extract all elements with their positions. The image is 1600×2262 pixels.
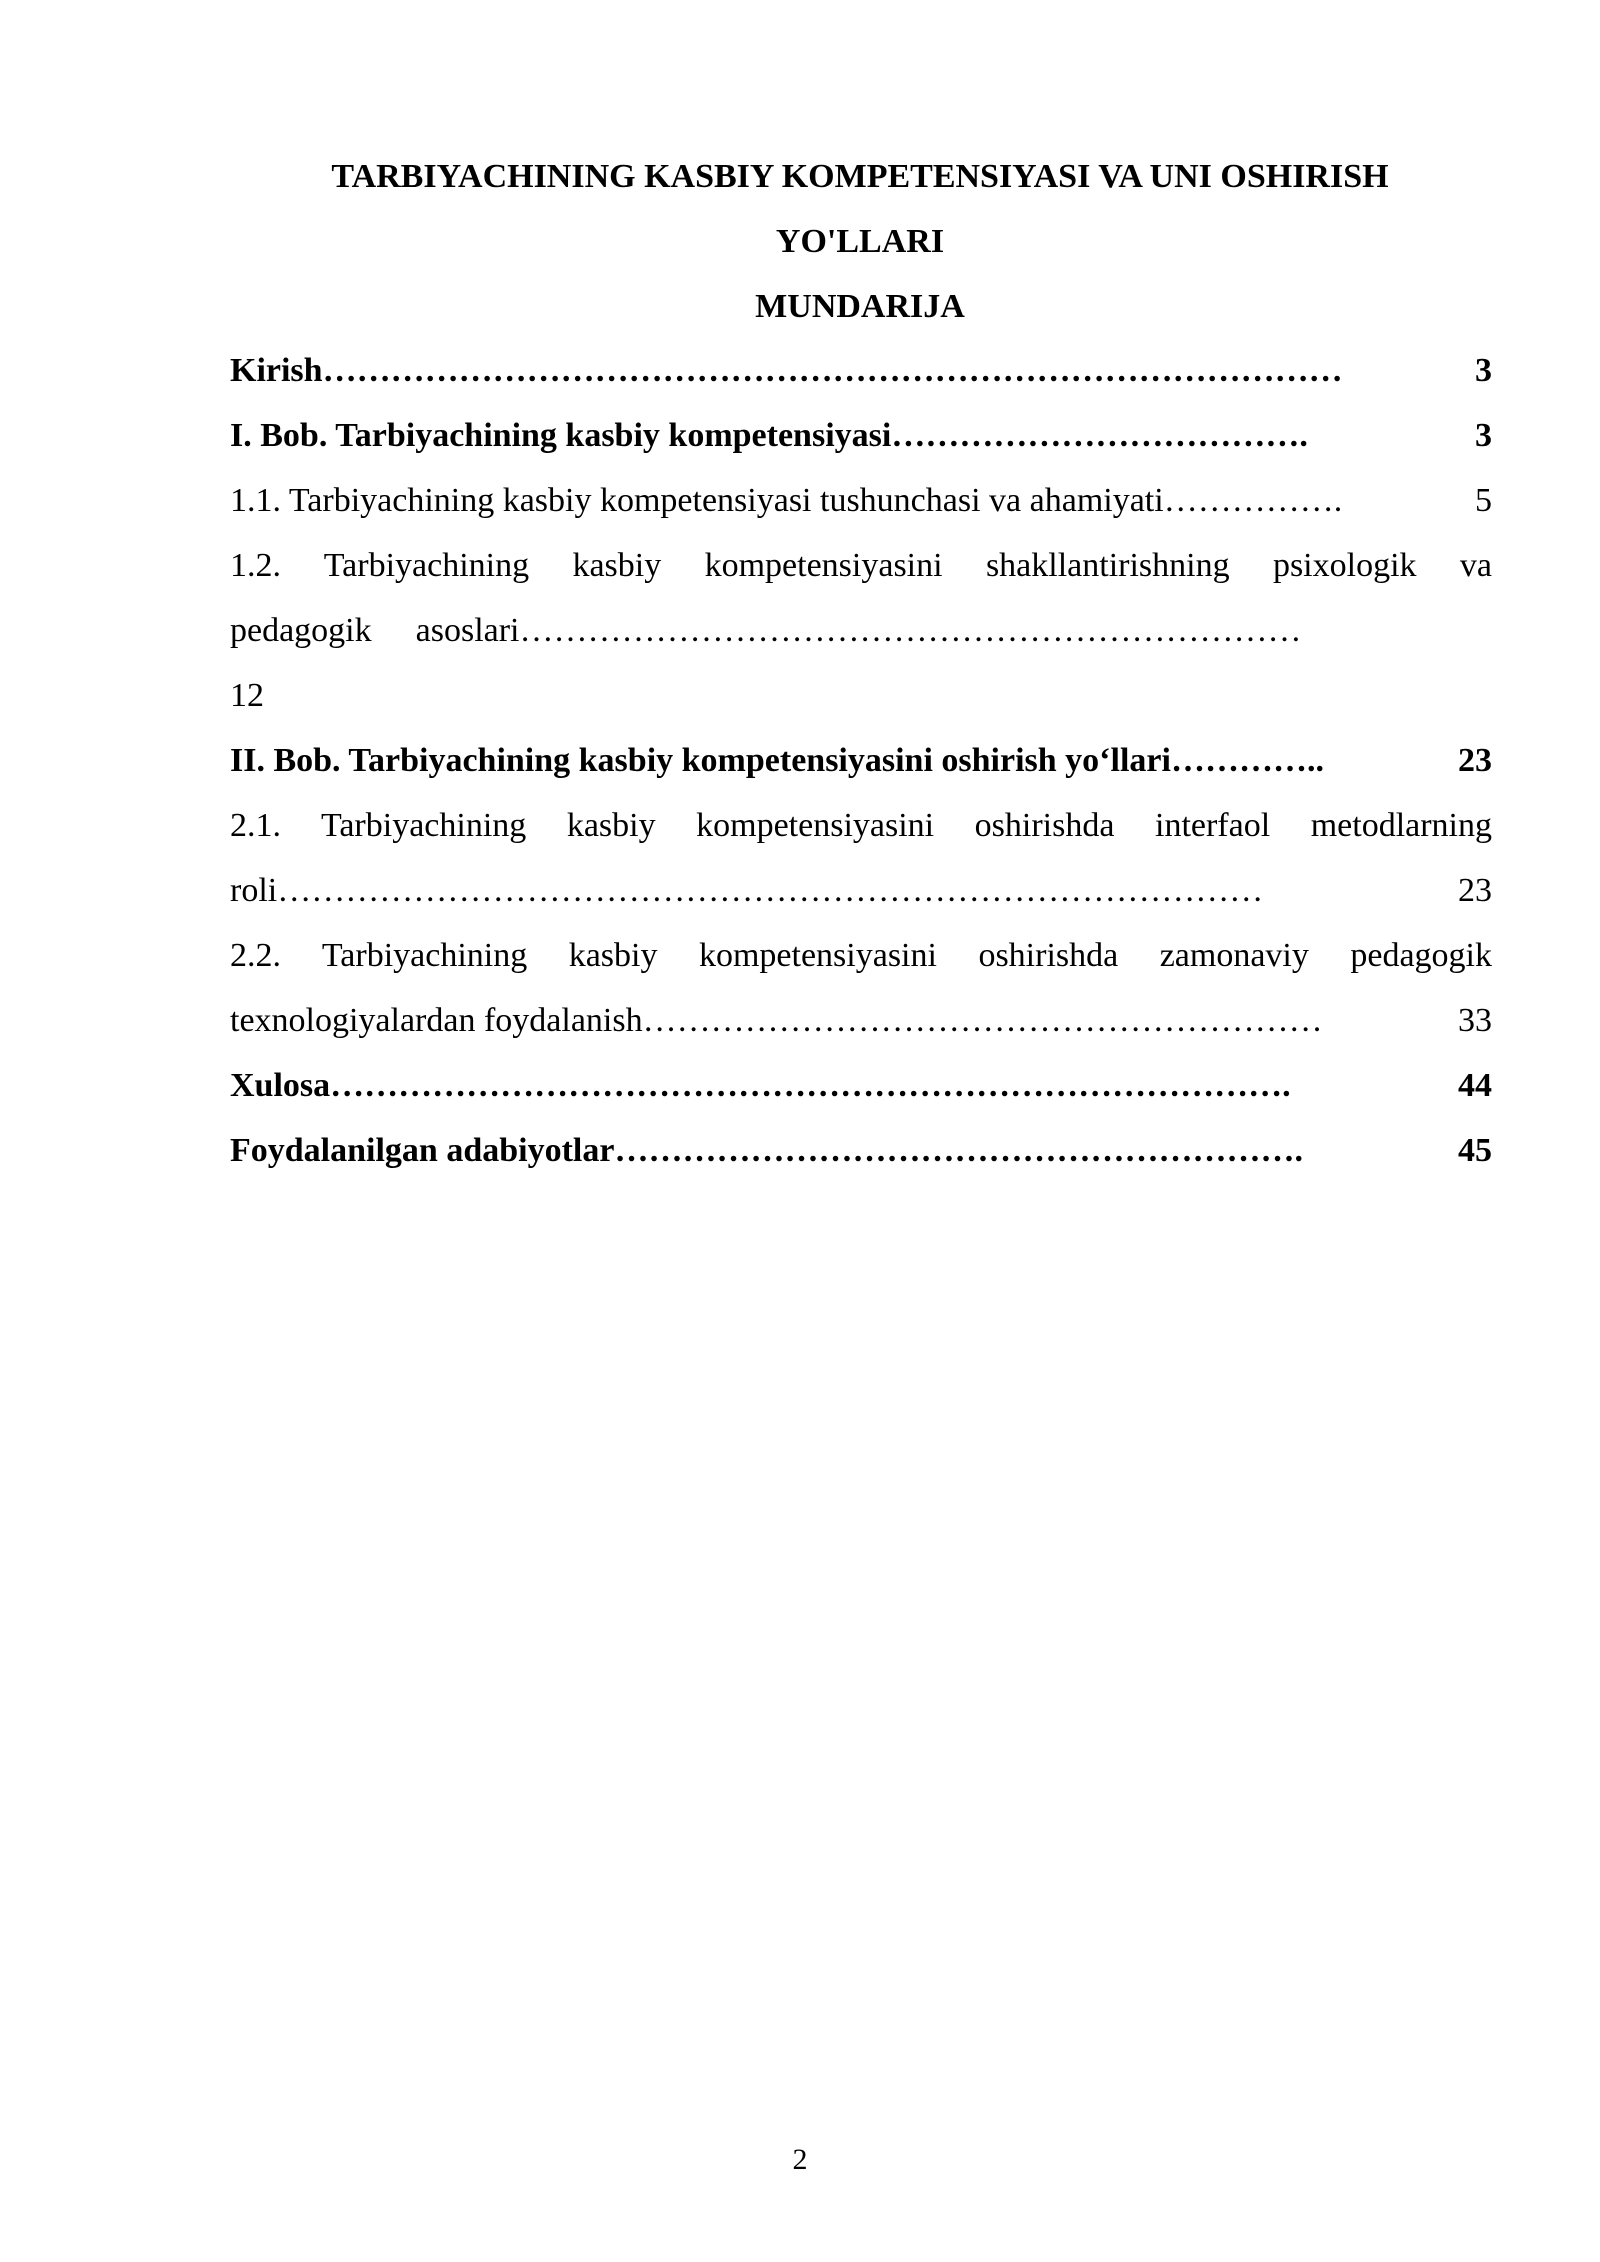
toc-entry-2-2-line-1: 2.2. Tarbiyachining kasbiy kompetensiyasini oshirishda zamonaviy pedagogik [230,937,1492,974]
toc-leader-dots: …………………………………………………… [642,1002,1323,1039]
toc-entry-1-2-line-1: 1.2. Tarbiyachining kasbiy kompetensiyasini shakllantirishning psixologik va [230,547,1492,584]
toc-page-number: 3 [1475,352,1492,389]
toc-leader-dots: ……………………………………………………………………………… [322,352,1343,389]
document-title-line-2: YO'LLARI [775,223,945,260]
toc-entry-label: pedagogik [230,612,372,649]
toc-entry-label: I. Bob. Tarbiyachining kasbiy kompetensiyasi [230,417,892,454]
toc-page-number: 33 [1458,1002,1492,1039]
toc-entry-adabiyotlar [230,1118,1492,1183]
toc-entry-kirish [230,338,1492,403]
toc-entry-label: roli [230,872,278,909]
toc-entry-bob2 [230,728,1492,793]
toc-entry-1-2-line-2 [230,598,1492,663]
contents-heading: MUNDARIJA [755,288,965,325]
toc-entry-label: Kirish [230,352,323,389]
toc-page-number: 3 [1475,417,1492,454]
toc-leader-dots: ……………………………………………………. [614,1132,1303,1169]
toc-entry-1-1 [230,468,1492,533]
table-of-contents [230,338,1492,1183]
toc-leader-dots: ………….. [1170,742,1324,779]
toc-page-number: 44 [1458,1067,1492,1104]
toc-page-number: 23 [1458,872,1492,909]
toc-entry-label: Foydalanilgan adabiyotlar [230,1132,615,1169]
toc-leader-dots: …………………………………………………………………………. [330,1067,1291,1104]
page-number: 2 [792,2143,808,2176]
toc-entry-2-1-line-2 [230,858,1492,923]
toc-page-number: 5 [1475,482,1492,519]
toc-entry-label: Xulosa [230,1067,331,1104]
toc-leader-dots: …………………………………………………………………………… [277,872,1264,909]
toc-entry-label: II. Bob. Tarbiyachining kasbiy kompetensiyasini oshirish yo‘llari [230,742,1171,779]
document-title-line-1: TARBIYACHINING KASBIY KOMPETENSIYASI VA UNI OSHIRISH [331,158,1389,195]
toc-page-number: 45 [1458,1132,1492,1169]
toc-entry-2-1-line-1: 2.1. Tarbiyachining kasbiy kompetensiyasini oshirishda interfaol metodlarning [230,807,1492,844]
toc-leader-dots: ……………. [1163,482,1343,519]
toc-entry-label: texnologiyalardan foydalanish [230,1002,643,1039]
toc-entry-2-2-line-2 [230,988,1492,1053]
toc-entry-bob1 [230,403,1492,468]
toc-page-number: 12 [230,677,264,714]
toc-leader-dots: …………………………………………………………… [519,612,1302,649]
toc-leader-dots: ………………………………. [891,417,1308,454]
toc-page-number: 23 [1458,742,1492,779]
toc-entry-label: 1.1. Tarbiyachining kasbiy kompetensiyasi tushunchasi va ahamiyati [230,482,1164,519]
toc-entry-xulosa [230,1053,1492,1118]
toc-entry-label: asoslari [415,612,520,649]
